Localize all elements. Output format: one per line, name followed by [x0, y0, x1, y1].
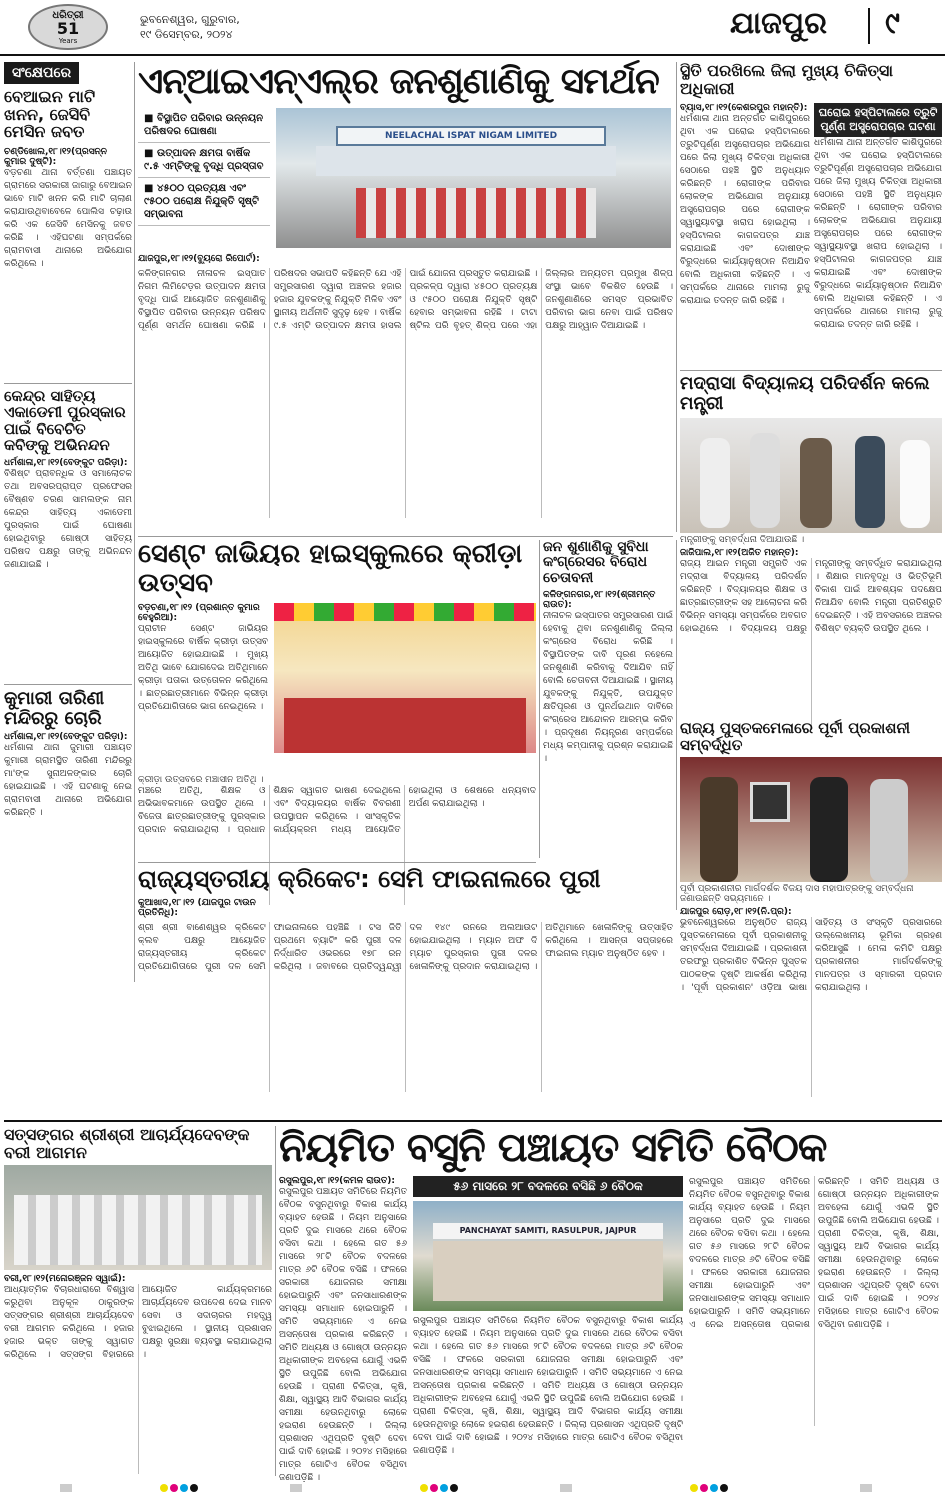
- edition-date: [140, 12, 240, 42]
- yellow-dot: [420, 1484, 428, 1492]
- cricket-body: ଶ୍ରୀ ଶ୍ରୀ ବାଣେଶ୍ୱର କ୍ରିକେଟ କ୍ଲବ ପକ୍ଷରୁ ଆୟୋଜିତ ରାଜ୍ୟସ୍ତରୀୟ କ୍ରିକେଟ ପ୍ରତିଯୋଗିତାରେ ପୁରୀ ଦଳ ସେମି ଫାଇନାଲରେ ପହଞ୍ଚିଛି । ଟସ ଜିତି ପ୍ରଥମେ ବ୍ୟାଟିଂ କରି ପୁରୀ ଦଳ ନିର୍ଦ୍ଧାରିତ ଓଭରରେ ୧୭୮ ରନ କରିଥିଲା । ଜବାବରେ ପ୍ରତିଦ୍ୱନ୍ଦ୍ୱୀ ଦଳ ୧୪୯ ରନରେ ଅଲଆଉଟ ହୋଇଯାଇଥିଲା । ମ୍ୟାନ ଅଫ ଦି ମ୍ୟାଚ ପୁରସ୍କାର ପୁରୀ ଦଳର ଖେଳାଳିଙ୍କୁ ପ୍ରଦାନ କରାଯାଇଥିଲା । ଅତିଥିମାନେ ଖେଳାଳିଙ୍କୁ ଉତ୍ସାହିତ କରିଥିଲେ । ଆସନ୍ତା ସପ୍ତାହରେ ଫାଇନାଲ ମ୍ୟାଚ ଅନୁଷ୍ଠିତ ହେବ ।: [138, 923, 673, 973]
- black-dot: [450, 1484, 458, 1492]
- date-line-2: ୧୯ ଡିସେମ୍ବର, ୨୦୨୪: [140, 28, 233, 41]
- xavier-body: ପ୍ରାଚୀନ ସେଣ୍ଟ ଜାଭିୟର ହାଇସ୍କୁଲରେ ବାର୍ଷିକ କ୍ରୀଡ଼ା ଉତ୍ସବ ଆୟୋଜିତ ହୋଇଯାଇଛି । ମୁଖ୍ୟ ଅତିଥି ଭାବେ ଯୋଗଦେଇ ଅତିଥିମାନେ କ୍ରୀଡ଼ା ପତାକା ଉତ୍ତୋଳନ କରିଥିଲେ । ଛାତ୍ରଛାତ୍ରୀମାନେ ବିଭିନ୍ନ କ୍ରୀଡ଼ା ପ୍ରତିଯୋଗିତାରେ ଭାଗ ନେଇଥିଲେ ।: [138, 624, 268, 713]
- person-figure: [700, 438, 730, 528]
- registration-mark: [860, 1484, 872, 1492]
- section-rule: [680, 370, 942, 371]
- logo-years: Years: [58, 36, 78, 45]
- cdmo-story: [680, 62, 942, 367]
- lead-bullet: ■ ୪୫୦୦ ପ୍ରତ୍ୟକ୍ଷ ଏବଂ ୯୫୦୦ ପରୋକ୍ଷ ନିଯୁକ୍ତି ସୃଷ୍ଟି ସମ୍ଭାବନା: [138, 178, 270, 226]
- satsang-story: [4, 1126, 272, 1476]
- lead-bullets: [138, 108, 270, 248]
- brief-headline: କୁମାରୀ ତାରିଣୀ ମନ୍ଦିରରୁ ଚୋରି: [4, 687, 105, 729]
- bookfair-caption: ପୂର୍ବୀ ପ୍ରକାଶନୀର ମାର୍ଗଦର୍ଶକ ବିଜୟ ଦାସ ମହାପାତ୍ରଙ୍କୁ ସମ୍ବର୍ଦ୍ଧନା ଜଣାଉଛନ୍ତି ସଭ୍ୟମାନେ ।: [680, 884, 914, 904]
- memento-plaque: [750, 782, 790, 822]
- section-rule: [4, 1120, 942, 1122]
- brief-headline: କେନ୍ଦ୍ର ସାହିତ୍ୟ ଏକାଡେମୀ ପୁରସ୍କାର ପାଇଁ ବିବେଚିତ କବିଙ୍କୁ ଅଭିନନ୍ଦନ: [4, 386, 126, 455]
- person-figure: [700, 777, 738, 882]
- logo-anniversary: 51: [56, 18, 80, 38]
- stage-dais: [284, 698, 526, 753]
- brief-body: ଧର୍ମଶାଳା ଥାନା ଜୁମାରୀ ପଞ୍ଚାୟତ କୁମାରୀ ଗ୍ରାମସ୍ଥିତ ତାରିଣୀ ମନ୍ଦିରରୁ ମା'ଙ୍କ ସୁନାଅଳଙ୍କାର ଚୋରି ହୋଇଯାଇଛି । ଏହି ଘଟଣାକୁ ନେଇ ଗ୍ରାମବାସୀ ଥାନାରେ ଅଭିଯୋଗ କରିଛନ୍ତି ।: [4, 743, 132, 819]
- brief-dateline: ଧର୍ମଶାଳା,୧୮।୧୨(ବେଙ୍କୁଟ ପରିଡ଼ା):: [4, 457, 128, 468]
- column-rule: [676, 62, 677, 532]
- xavier-caption: କ୍ରୀଡ଼ା ଉତ୍ସବରେ ମଞ୍ଚାସୀନ ଅତିଥି ।: [138, 775, 264, 786]
- cdmo-body-cont: ଧର୍ମଶାଳା ଥାନା ଅନ୍ତର୍ଗତ କାଶିପୁରରେ ଥିବା ଏକ ଘରୋଇ ହସ୍ପିଟାଲରେ ତ୍ରୁଟିପୂର୍ଣ୍ଣ ଅସ୍ତ୍ରୋପଚାର ଅଭିଯୋଗ ପରେ ଜିଲା ମୁଖ୍ୟ ଚିକିତ୍ସା ଅଧିକାରୀ ସେଠାରେ ପହଞ୍ଚି ସ୍ଥିତି ଅନୁଧ୍ୟାନ କରିଛନ୍ତି । ରୋଗୀଙ୍କ ପରିବାର ଲୋକଙ୍କ ଅଭିଯୋଗ ଅନୁଯାୟୀ ଅସ୍ତ୍ରୋପଚାର ପରେ ରୋଗୀଙ୍କ ସ୍ୱାସ୍ଥ୍ୟାବସ୍ଥା ଖରାପ ହୋଇଥିଲା । ହସ୍ପିଟାଲର କାଗଜପତ୍ର ଯାଞ୍ଚ କରାଯାଇଛି ଏବଂ ଦୋଷୀଙ୍କ ବିରୁଦ୍ଧରେ କାର୍ଯ୍ୟାନୁଷ୍ଠାନ ନିଆଯିବ ବୋଲି ଅଧିକାରୀ କହିଛନ୍ତି । ଏ ସମ୍ପର୍କରେ ଥାନାରେ ମାମଲା ରୁଜୁ କରାଯାଇ ତଦନ୍ତ ଜାରି ରହିଛି ।: [814, 138, 942, 331]
- color-bar: [690, 1484, 728, 1492]
- brief-item: [4, 88, 132, 377]
- panchayat-office-photo: [413, 1201, 683, 1311]
- gate-barriers: [356, 188, 596, 238]
- minister-visit-photo: [680, 418, 942, 533]
- lead-headline: ଏନ୍‌ଆଇଏନ୍‌ଏଲ୍‌ର ଜନଶୁଣାଣିକୁ ସମର୍ଥନ: [138, 61, 659, 102]
- brief-dateline: ଧର୍ମଶାଳା,୧୮।୧୨(ବେଙ୍କୁଟ ପରିଡ଼ା):: [4, 732, 128, 743]
- lead-story: [138, 62, 673, 532]
- newspaper-logo: [28, 4, 108, 50]
- registration-mark: [290, 1484, 302, 1492]
- cricket-headline: ରାଜ୍ୟସ୍ତରୀୟ କ୍ରିକେଟ: ସେମି ଫାଇନାଲରେ ପୁରୀ: [138, 865, 601, 893]
- section-rule: [138, 862, 536, 863]
- satsang-body: ଆଧ୍ୟାତ୍ମିକ ବିଚାରଧାରାରେ ବିଶ୍ୱାସ କରୁଥିବା ଅନୁକୂଳ ଠାକୁରଙ୍କ ସତ୍‌ସଙ୍ଗର ଶ୍ରୀଶ୍ରୀ ଆଚାର୍ଯ୍ୟଦେବ ବରୀ ଆଗମନ କରିଥିଲେ । ହଜାର ହଜାର ଭକ୍ତ ତାଙ୍କୁ ସ୍ୱାଗତ କରିଥିଲେ । ସତ୍‌ସଙ୍ଗ ବିହାରରେ ଆୟୋଜିତ କାର୍ଯ୍ୟକ୍ରମରେ ଆଚାର୍ଯ୍ୟଦେବ ଉପଦେଶ ଦେଇ ମାନବ ସେବା ଓ ସଦାଚାରର ମହତ୍ତ୍ୱ ବୁଝାଇଥିଲେ । ସ୍ଥାନୀୟ ପ୍ରଶାସନ ପକ୍ଷରୁ ସୁରକ୍ଷା ବ୍ୟବସ୍ଥା କରାଯାଇଥିଲା ।: [4, 1285, 272, 1361]
- bookfair-headline: ରାଜ୍ୟ ପୁସ୍ତକମେଳାରେ ପୂର୍ବୀ ପ୍ରକାଶନୀ ସମ୍ବର୍ଦ୍ଧିତ: [680, 719, 911, 754]
- satsang-procession-photo: [4, 1165, 272, 1270]
- magenta-dot: [430, 1484, 438, 1492]
- xavier-story: [138, 540, 536, 858]
- lead-bullet: ■ ଉତ୍ପାଦନ କ୍ଷମତା ବାର୍ଷିକ ୯.୫ ଏମ୍‌ଟିଙ୍କୁ ବୃଦ୍ଧି ପ୍ରସ୍ତାବ: [138, 143, 270, 178]
- person-figure: [810, 777, 848, 882]
- gate-sign: NEELACHAL ISPAT NIGAM LIMITED: [336, 126, 606, 146]
- cdmo-banner: ଘରୋଇ ହସ୍ପିଟାଲରେ ତ୍ରୁଟି ପୂର୍ଣ୍ଣ ଅସ୍ତ୍ରୋପଚାର ଘଟଣା: [814, 103, 942, 137]
- registration-mark: [560, 1484, 572, 1492]
- magenta-dot: [170, 1484, 178, 1492]
- lead-dateline: ଯାଜପୁର,୧୮।୧୨(ବ୍ୟୁରୋ ରିପୋର୍ଟ):: [138, 253, 260, 264]
- bookfair-body: ଭୁବନେଶ୍ୱରରେ ଅନୁଷ୍ଠିତ ରାଜ୍ୟ ପୁସ୍ତକମେଳାରେ ପୂର୍ବୀ ପ୍ରକାଶନୀକୁ ସମ୍ବର୍ଦ୍ଧନା ଦିଆଯାଇଛି । ପ୍ରକାଶନୀ ତରଫରୁ ପ୍ରକାଶିତ ବିଭିନ୍ନ ପୁସ୍ତକ ପାଠକଙ୍କ ଦୃଷ୍ଟି ଆକର୍ଷଣ କରିଥିଲା । 'ପୂର୍ବୀ ପ୍ରକାଶନ' ଓଡ଼ିଆ ଭାଷା ସାହିତ୍ୟ ଓ ସଂସ୍କୃତି ପ୍ରସାରରେ ଉଲ୍ଲେଖନୀୟ ଭୂମିକା ଗ୍ରହଣ କରିଆସୁଛି । ମେଳା କମିଟି ପକ୍ଷରୁ ପ୍ରକାଶନୀର ମାର୍ଗଦର୍ଶକଙ୍କୁ ମାନପତ୍ର ଓ ସ୍ମାରକୀ ପ୍ରଦାନ କରାଯାଇଥିଲା ।: [680, 918, 942, 993]
- cdmo-body: ଧର୍ମଶାଳା ଥାନା ଅନ୍ତର୍ଗତ କାଶିପୁରରେ ଥିବା ଏକ ଘରୋଇ ହସ୍ପିଟାଲରେ ତ୍ରୁଟିପୂର୍ଣ୍ଣ ଅସ୍ତ୍ରୋପଚାର ଅଭିଯୋଗ ପରେ ଜିଲା ମୁଖ୍ୟ ଚିକିତ୍ସା ଅଧିକାରୀ ସେଠାରେ ପହଞ୍ଚି ସ୍ଥିତି ଅନୁଧ୍ୟାନ କରିଛନ୍ତି । ରୋଗୀଙ୍କ ପରିବାର ଲୋକଙ୍କ ଅଭିଯୋଗ ଅନୁଯାୟୀ ଅସ୍ତ୍ରୋପଚାର ପରେ ରୋଗୀଙ୍କ ସ୍ୱାସ୍ଥ୍ୟାବସ୍ଥା ଖରାପ ହୋଇଥିଲା । ହସ୍ପିଟାଲର କାଗଜପତ୍ର ଯାଞ୍ଚ କରାଯାଇଛି ଏବଂ ଦୋଷୀଙ୍କ ବିରୁଦ୍ଧରେ କାର୍ଯ୍ୟାନୁଷ୍ଠାନ ନିଆଯିବ ବୋଲି ଅଧିକାରୀ କହିଛନ୍ତି । ଏ ସମ୍ପର୍କରେ ଥାନାରେ ମାମଲା ରୁଜୁ କରାଯାଇ ତଦନ୍ତ ଜାରି ରହିଛି ।: [680, 114, 810, 307]
- brief-column: [4, 62, 132, 982]
- person-figure: [870, 779, 908, 882]
- brief-kicker: ସଂକ୍ଷେପରେ: [4, 62, 79, 84]
- festive-buntings: [274, 603, 536, 621]
- brief-item: [4, 383, 132, 678]
- cricket-dateline: କୁଆଖାଦ,୧୮।୧୨ (ଯାଜପୁର ଟାଉନ ପ୍ରତିନିଧି):: [138, 898, 256, 919]
- page-number: ୯: [885, 6, 900, 41]
- congress-body: ନୀଳାଚଳ ଇସ୍ପାତର ସମ୍ପ୍ରସାରଣ ପାଇଁ ହେବାକୁ ଥିବା ଜନଶୁଣାଣିକୁ ଜିଲ୍ଲା କଂଗ୍ରେସ ବିରୋଧ କରିଛି । ବିସ୍ଥାପିତଙ୍କ ଦାବି ପୂରଣ ନହେଲେ ଜନଶୁଣାଣି କରିବାକୁ ଦିଆଯିବ ନାହିଁ ବୋଲି ଚେତାବନୀ ଦିଆଯାଇଛି । ସ୍ଥାନୀୟ ଯୁବକଙ୍କୁ ନିଯୁକ୍ତି, ଉପଯୁକ୍ତ କ୍ଷତିପୂରଣ ଓ ପୁନର୍ଥଇଥାନ ଦାବିରେ କଂଗ୍ରେସ ଆନ୍ଦୋଳନ ଆରମ୍ଭ କରିବ । ପ୍ରଦୂଷଣ ନିୟନ୍ତ୍ରଣ ସମ୍ପର୍କରେ ମଧ୍ୟ କମ୍ପାନୀକୁ ପ୍ରଶ୍ନ କରାଯାଇଛି ।: [543, 611, 673, 765]
- color-bar: [420, 1484, 458, 1492]
- madrasa-dateline: ଜାଜିପାଲ,୧୮।୧୨(ଅଜିତ ମହାନ୍ତ):: [680, 547, 799, 558]
- lead-bullet: ■ ବିସ୍ଥାପିତ ପରିବାର ଉନ୍ନୟନ ପରିଷଦର ଘୋଷଣା: [138, 108, 270, 143]
- color-bar: [160, 1484, 198, 1492]
- office-building: [433, 1241, 663, 1301]
- bookfair-story: [680, 720, 942, 1110]
- congress-story: [543, 540, 673, 870]
- cdmo-headline: ସ୍ଥିତି ପରଖିଲେ ଜିଲା ମୁଖ୍ୟ ଚିକିତ୍ସା ଅଧିକାରୀ: [680, 61, 893, 98]
- header-divider: [868, 8, 870, 44]
- brief-item: [4, 684, 132, 943]
- column-rule: [134, 62, 135, 982]
- black-dot: [190, 1484, 198, 1492]
- cyan-dot: [180, 1484, 188, 1492]
- logo-title: ଧରିତ୍ରୀ: [52, 9, 84, 21]
- brief-body: ବଡ଼ଚଣା ଥାନା ବର୍ତ୍ତଣା ପଞ୍ଚାୟତ ଗ୍ରାମରେ ସରକାରୀ ଜାଗାରୁ ବେଆଇନ ଭାବେ ମାଟି ଖନନ କରି ମାଟି ଚାଲାଣ କରାଯାଉଥିବାବେଳେ ପୋଲିସ ଚଢ଼ାଉ କରି ଏକ ଜେସିବି ମେସିନକୁ ଜବତ କରିଛି । ଏହିଘଟଣା ସମ୍ପର୍କରେ ଗ୍ରାମବାସୀ ଥାନାରେ ଅଭିଯୋଗ କରିଥିଲେ ।: [4, 167, 132, 269]
- satsang-dateline: ବରୀ,୧୮।୧୨(ମନୋରଞ୍ଜନ ସ୍ୱାଇଁ):: [4, 1274, 126, 1285]
- bookfair-dateline: ଯାଜପୁର ରୋଡ଼,୧୮।୧୨(ନି.ପ୍ର):: [680, 907, 792, 917]
- xavier-dateline: ବଡ଼ଚଣା,୧୮।୧୨ (ପ୍ରଶାନ୍ତ କୁମାର ବେହୁରିଆ):: [138, 603, 260, 624]
- panchayat-story: [279, 1125, 942, 1483]
- xavier-headline: ସେଣ୍ଟ ଜାଭିୟର ହାଇସ୍କୁଲରେ କ୍ରୀଡ଼ା ଉତ୍ସବ: [138, 539, 523, 598]
- brief-dateline: ଚଣ୍ଡିଖୋଲ,୧୮।୧୨(ପ୍ରସନ୍ନ କୁମାର ଦୁଷ୍ଟି):: [4, 146, 107, 167]
- cyan-dot: [710, 1484, 718, 1492]
- devotee-crowd: [14, 1195, 262, 1265]
- column-rule: [676, 540, 677, 910]
- magenta-dot: [700, 1484, 708, 1492]
- yellow-dot: [690, 1484, 698, 1492]
- office-sign: PANCHAYAT SAMITI, RASULPUR, JAJPUR: [433, 1223, 663, 1239]
- panchayat-banner: ୫୬ ମାସରେ ୨୮ ବଦଳରେ ବସିଛି ୬ ବୈଠକ: [413, 1176, 683, 1197]
- congress-headline: ଜନ ଶୁଣାଣିକୁ ସୁବିଧା କଂଗ୍ରେସର ବିରୋଧ ଚେତାବନୀ: [543, 539, 649, 586]
- cdmo-dateline: ବ୍ୟାସ,୧୮।୧୨(କେଶରପୁର ମହାନ୍ତି):: [680, 103, 808, 114]
- madrasa-story: [680, 374, 942, 714]
- lead-body: କଳିଙ୍ଗନଗର ନୀଳାଚଳ ଇସ୍ପାତ ନିଗମ ଲିମିଟେଡ଼ର ଉତ୍ପାଦନ କ୍ଷମତା ବୃଦ୍ଧି ପାଇଁ ଆୟୋଜିତ ଜନଶୁଣାଣିକୁ ବିସ୍ଥାପିତ ପରିବାର ଉନ୍ନୟନ ପରିଷଦ ପୂର୍ଣ୍ଣ ସମର୍ଥନ ଘୋଷଣା କରିଛି । ପରିଷଦର ସଭାପତି କହିଛନ୍ତି ଯେ ଏହି ସମ୍ପ୍ରସାରଣ ଦ୍ୱାରା ଅଞ୍ଚଳର ହଜାର ହଜାର ଯୁବକଙ୍କୁ ନିଯୁକ୍ତି ମିଳିବ ଏବଂ ସ୍ଥାନୀୟ ଅର୍ଥନୀତି ସୁଦୃଢ଼ ହେବ । ବାର୍ଷିକ ୯.୫ ଏମ୍‌ଟି ଉତ୍ପାଦନ କ୍ଷମତା ହାସଲ ପାଇଁ ଯୋଜନା ପ୍ରସ୍ତୁତ କରାଯାଇଛି । ପ୍ରକଳ୍ପ ଦ୍ୱାରା ୪୫୦୦ ପ୍ରତ୍ୟକ୍ଷ ଓ ୯୫୦୦ ପରୋକ୍ଷ ନିଯୁକ୍ତି ସୃଷ୍ଟି ହେବାର ସମ୍ଭାବନା ରହିଛି । ଟାଟା ଷ୍ଟିଲ ପରି ବୃହତ୍ ଶିଳ୍ପ ପରେ ଏହା ଜିଲ୍ଲାର ଅନ୍ୟତମ ପ୍ରମୁଖ ଶିଳ୍ପ ସଂସ୍ଥା ଭାବେ ବିକଶିତ ହେଉଛି । ଜନଶୁଣାଣିରେ ସମସ୍ତ ପ୍ରଭାବିତ ପରିବାର ଭାଗ ନେବା ପାଇଁ ପରିଷଦ ପକ୍ଷରୁ ଆହ୍ୱାନ ଦିଆଯାଇଛି ।: [138, 268, 673, 331]
- steel-plant-gate-photo: [276, 108, 671, 248]
- xavier-body-cont: ମଞ୍ଚରେ ଅତିଥି, ଶିକ୍ଷକ ଓ ଅଭିଭାବକମାନେ ଉପସ୍ଥିତ ଥିଲେ । ବିଜେତା ଛାତ୍ରଛାତ୍ରୀଙ୍କୁ ପୁରସ୍କାର ପ୍ରଦାନ କରାଯାଇଥିଲା । ପ୍ରଧାନ ଶିକ୍ଷକ ସ୍ୱାଗତ ଭାଷଣ ଦେଇଥିଲେ ଏବଂ ବିଦ୍ୟାଳୟର ବାର୍ଷିକ ବିବରଣୀ ଉପସ୍ଥାପନ କରିଥିଲେ । ସାଂସ୍କୃତିକ କାର୍ଯ୍ୟକ୍ରମ ମଧ୍ୟ ଆୟୋଜିତ ହୋଇଥିଲା ଓ ଶେଷରେ ଧନ୍ୟବାଦ ଅର୍ପଣ କରାଯାଇଥିଲା ।: [138, 786, 536, 836]
- panchayat-headline: ନିୟମିତ ବସୁନି ପଞ୍ଚାୟତ ସମିତି ବୈଠକ: [279, 1125, 827, 1171]
- sports-festival-photo: [274, 603, 536, 753]
- person-figure: [800, 438, 832, 528]
- column-rule: [275, 1126, 276, 1476]
- congress-dateline: କଳିଙ୍ଗନଗର,୧୮।୧୨(ଶ୍ରୀମନ୍ତ ରାଉତ):: [543, 590, 656, 611]
- yellow-dot: [160, 1484, 168, 1492]
- person-figure: [750, 433, 780, 528]
- section-rule: [138, 536, 673, 537]
- date-line-1: ଭୁବନେଶ୍ୱର, ଗୁରୁବାର,: [140, 13, 240, 26]
- page-section-name: ଯାଜପୁର: [730, 6, 827, 41]
- panchayat-body: ରସୁଲପୁର ପଞ୍ଚାୟତ ସମିତିରେ ନିୟମିତ ବୈଠକ ବସୁନଥିବାରୁ ବିକାଶ କାର୍ଯ୍ୟ ବ୍ୟାହତ ହେଉଛି । ନିୟମ ଅନୁସାରେ ପ୍ରତି ଦୁଇ ମାସରେ ଥରେ ବୈଠକ ବସିବା କଥା । ହେଲେ ଗତ ୫୬ ମାସରେ ୨୮ଟି ବୈଠକ ବଦଳରେ ମାତ୍ର ୬ଟି ବୈଠକ ବସିଛି । ଫଳରେ ସରକାରୀ ଯୋଜନାର ସମୀକ୍ଷା ହୋଇପାରୁନି ଏବଂ ଜନସାଧାରଣଙ୍କ ସମସ୍ୟା ସମାଧାନ ହୋଇପାରୁନି । ସମିତି ସଭ୍ୟମାନେ ଏ ନେଇ ଅସନ୍ତୋଷ ପ୍ରକାଶ କରିଛନ୍ତି । ସମିତି ଅଧ୍ୟକ୍ଷ ଓ ଗୋଷ୍ଠୀ ଉନ୍ନୟନ ଅଧିକାରୀଙ୍କ ଅବହେଳା ଯୋଗୁଁ ଏଭଳି ସ୍ଥିତି ଉପୁଜିଛି ବୋଲି ଅଭିଯୋଗ ହେଉଛି । ପ୍ରାଣୀ ଚିକିତ୍ସା, କୃଷି, ଶିକ୍ଷା, ସ୍ୱାସ୍ଥ୍ୟ ଆଦି ବିଭାଗର କାର୍ଯ୍ୟ ସମୀକ୍ଷା ହେଉନଥିବାରୁ ଲୋକେ ହଇରାଣ ହେଉଛନ୍ତି । ଜିଲ୍ଲା ପ୍ରଶାସନ ଏଥିପ୍ରତି ଦୃଷ୍ଟି ଦେବା ପାଇଁ ଦାବି ହୋଇଛି । ୨୦୨୪ ମସିହାରେ ମାତ୍ର ଗୋଟିଏ ବୈଠକ ବସିଥିବା ଜଣାପଡ଼ିଛି ।: [279, 1187, 407, 1483]
- satsang-headline: ସତ୍‌ସଙ୍ଗର ଶ୍ରୀଶ୍ରୀ ଆଚାର୍ଯ୍ୟଦେବଙ୍କ ବରୀ ଆଗମନ: [4, 1125, 250, 1162]
- person-figure: [855, 436, 885, 528]
- madrasa-headline: ମଦ୍ରାସା ବିଦ୍ୟାଳୟ ପରିଦର୍ଶନ କଲେ ମନ୍ତ୍ରୀ: [680, 373, 930, 414]
- cyan-dot: [440, 1484, 448, 1492]
- gate-canopy: [316, 146, 616, 176]
- madrasa-caption: ମନ୍ତ୍ରୀଙ୍କୁ ସମ୍ବର୍ଦ୍ଧନା ଦିଆଯାଉଛି ।: [680, 534, 805, 545]
- panchayat-dateline: ରସୁଲପୁର,୧୮।୧୨(କମଳ ରାଉତ):: [279, 1176, 396, 1186]
- panchayat-body-right: ରସୁଲପୁର ପଞ୍ଚାୟତ ସମିତିରେ ନିୟମିତ ବୈଠକ ବସୁନଥିବାରୁ ବିକାଶ କାର୍ଯ୍ୟ ବ୍ୟାହତ ହେଉଛି । ନିୟମ ଅନୁସାରେ ପ୍ରତି ଦୁଇ ମାସରେ ଥରେ ବୈଠକ ବସିବା କଥା । ହେଲେ ଗତ ୫୬ ମାସରେ ୨୮ଟି ବୈଠକ ବଦଳରେ ମାତ୍ର ୬ଟି ବୈଠକ ବସିଛି । ଫଳରେ ସରକାରୀ ଯୋଜନାର ସମୀକ୍ଷା ହୋଇପାରୁନି ଏବଂ ଜନସାଧାରଣଙ୍କ ସମସ୍ୟା ସମାଧାନ ହୋଇପାରୁନି । ସମିତି ସଭ୍ୟମାନେ ଏ ନେଇ ଅସନ୍ତୋଷ ପ୍ରକାଶ କରିଛନ୍ତି । ସମିତି ଅଧ୍ୟକ୍ଷ ଓ ଗୋଷ୍ଠୀ ଉନ୍ନୟନ ଅଧିକାରୀଙ୍କ ଅବହେଳା ଯୋଗୁଁ ଏଭଳି ସ୍ଥିତି ଉପୁଜିଛି ବୋଲି ଅଭିଯୋଗ ହେଉଛି । ପ୍ରାଣୀ ଚିକିତ୍ସା, କୃଷି, ଶିକ୍ଷା, ସ୍ୱାସ୍ଥ୍ୟ ଆଦି ବିଭାଗର କାର୍ଯ୍ୟ ସମୀକ୍ଷା ହେଉନଥିବାରୁ ଲୋକେ ହଇରାଣ ହେଉଛନ୍ତି । ଜିଲ୍ଲା ପ୍ରଶାସନ ଏଥିପ୍ରତି ଦୃଷ୍ଟି ଦେବା ପାଇଁ ଦାବି ହୋଇଛି । ୨୦୨୪ ମସିହାରେ ମାତ୍ର ଗୋଟିଏ ବୈଠକ ବସିଥିବା ଜଣାପଡ଼ିଛି ।: [689, 1177, 939, 1330]
- brief-headline: ବେଆଇନ ମାଟି ଖନନ, ଜେସିବି ମେସିନ ଜବତ: [4, 87, 96, 142]
- brief-body: ବିଶିଷ୍ଟ ପ୍ରାବନ୍ଧିକ ଓ ସମାଲୋଚକ ତଥା ଅବସରପ୍ରାପ୍ତ ପ୍ରଫେସର ବୈଷ୍ଣବ ଚରଣ ସାମଲଙ୍କ ନାମ କେନ୍ଦ୍ର ସାହିତ୍ୟ ଏକାଡେମୀ ପୁରସ୍କାର ପାଇଁ ଘୋଷଣା ହୋଇଥିବାରୁ ଗୋଷ୍ଠୀ ସାହିତ୍ୟ ପରିଷଦ ପକ୍ଷରୁ ତାଙ୍କୁ ଅଭିନନ୍ଦନ ଜଣାଯାଇଛି ।: [4, 468, 132, 570]
- madrasa-body: ରାଜ୍ୟ ଆଇନ ମନ୍ତ୍ରୀ ସମ୍ପ୍ରତି ଏକ ମଦ୍ରାସା ବିଦ୍ୟାଳୟ ପରିଦର୍ଶନ କରିଛନ୍ତି । ବିଦ୍ୟାଳୟର ଶିକ୍ଷକ ଓ ଛାତ୍ରଛାତ୍ରୀଙ୍କ ସହ ଆଲୋଚନା କରି ବିଭିନ୍ନ ସମସ୍ୟା ସମ୍ପର୍କରେ ଅବଗତ ହୋଇଥିଲେ । ବିଦ୍ୟାଳୟ ପକ୍ଷରୁ ମନ୍ତ୍ରୀଙ୍କୁ ସମ୍ବର୍ଦ୍ଧିତ କରାଯାଇଥିଲା । ଶିକ୍ଷାର ମାନବୃଦ୍ଧି ଓ ଭିତ୍ତିଭୂମି ବିକାଶ ପାଇଁ ଆବଶ୍ୟକ ପଦକ୍ଷେପ ନିଆଯିବ ବୋଲି ମନ୍ତ୍ରୀ ପ୍ରତିଶ୍ରୁତି ଦେଇଛନ୍ତି । ଏହି ଅବସରରେ ଅଞ୍ଚଳର ବିଶିଷ୍ଟ ବ୍ୟକ୍ତି ଉପସ୍ଥିତ ଥିଲେ ।: [680, 558, 942, 634]
- column-rule: [539, 540, 540, 858]
- bookfair-felicitation-photo: [680, 757, 942, 882]
- masthead: [0, 0, 945, 56]
- cricket-story: [138, 866, 673, 1116]
- panchayat-body-cont: ରସୁଲପୁର ପଞ୍ଚାୟତ ସମିତିରେ ନିୟମିତ ବୈଠକ ବସୁନଥିବାରୁ ବିକାଶ କାର୍ଯ୍ୟ ବ୍ୟାହତ ହେଉଛି । ନିୟମ ଅନୁସାରେ ପ୍ରତି ଦୁଇ ମାସରେ ଥରେ ବୈଠକ ବସିବା କଥା । ହେଲେ ଗତ ୫୬ ମାସରେ ୨୮ଟି ବୈଠକ ବଦଳରେ ମାତ୍ର ୬ଟି ବୈଠକ ବସିଛି । ଫଳରେ ସରକାରୀ ଯୋଜନାର ସମୀକ୍ଷା ହୋଇପାରୁନି ଏବଂ ଜନସାଧାରଣଙ୍କ ସମସ୍ୟା ସମାଧାନ ହୋଇପାରୁନି । ସମିତି ସଭ୍ୟମାନେ ଏ ନେଇ ଅସନ୍ତୋଷ ପ୍ରକାଶ କରିଛନ୍ତି । ସମିତି ଅଧ୍ୟକ୍ଷ ଓ ଗୋଷ୍ଠୀ ଉନ୍ନୟନ ଅଧିକାରୀଙ୍କ ଅବହେଳା ଯୋଗୁଁ ଏଭଳି ସ୍ଥିତି ଉପୁଜିଛି ବୋଲି ଅଭିଯୋଗ ହେଉଛି । ପ୍ରାଣୀ ଚିକିତ୍ସା, କୃଷି, ଶିକ୍ଷା, ସ୍ୱାସ୍ଥ୍ୟ ଆଦି ବିଭାଗର କାର୍ଯ୍ୟ ସମୀକ୍ଷା ହେଉନଥିବାରୁ ଲୋକେ ହଇରାଣ ହେଉଛନ୍ତି । ଜିଲ୍ଲା ପ୍ରଶାସନ ଏଥିପ୍ରତି ଦୃଷ୍ଟି ଦେବା ପାଇଁ ଦାବି ହୋଇଛି । ୨୦୨୪ ମସିହାରେ ମାତ୍ର ଗୋଟିଏ ବୈଠକ ବସିଥିବା ଜଣାପଡ଼ିଛି ।: [413, 1316, 683, 1456]
- black-dot: [720, 1484, 728, 1492]
- registration-mark: [60, 1484, 72, 1492]
- person-figure: [900, 440, 930, 528]
